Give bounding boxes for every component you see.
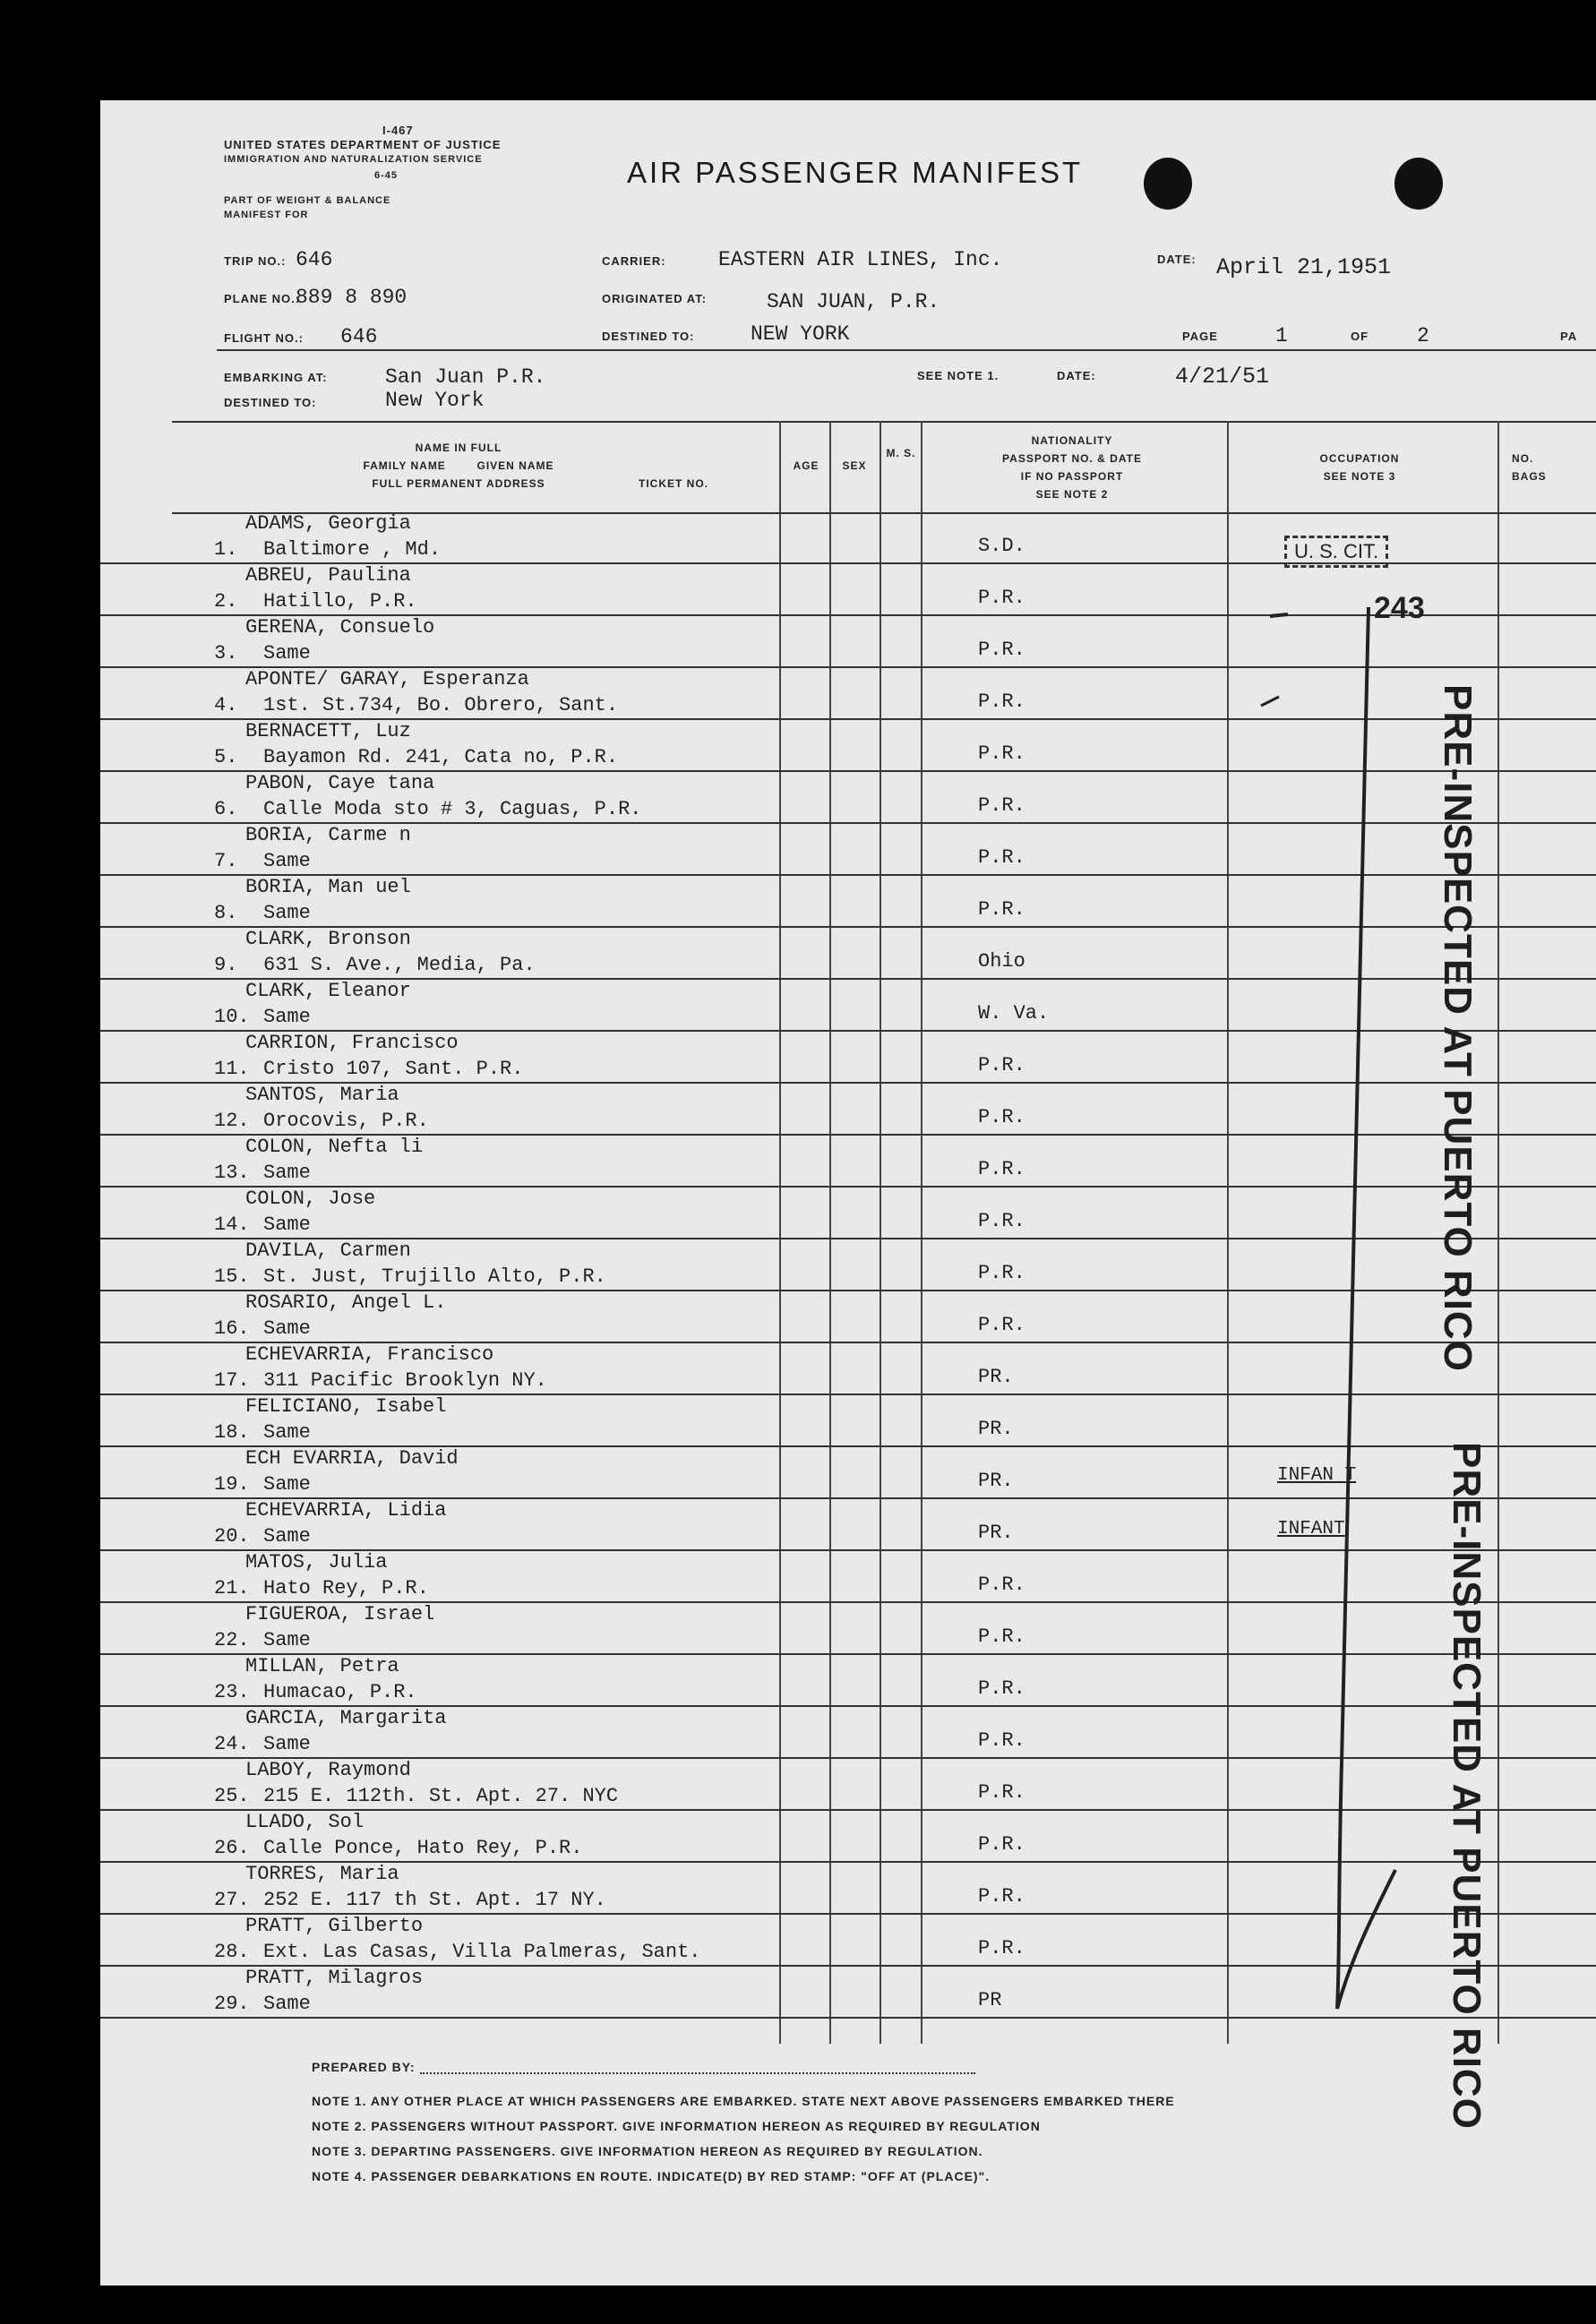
family-name-header: FAMILY NAME (363, 459, 446, 472)
passenger-nationality: PR (978, 1989, 1002, 2011)
passenger-nationality: P.R. (978, 1937, 1025, 1960)
footer-note-2: NOTE 2. PASSENGERS WITHOUT PASSPORT. GIVE INFORMATION HEREON AS REQUIRED BY REGULATION (312, 2119, 1041, 2133)
passenger-number: 25. (214, 1785, 250, 1807)
passenger-number: 8. (214, 902, 238, 924)
passenger-address: Cristo 107, Sant. P.R. (263, 1058, 524, 1080)
passenger-number: 15. (214, 1265, 250, 1288)
passenger-number: 2. (214, 590, 238, 613)
passenger-address: 1st. St.734, Bo. Obrero, Sant. (263, 694, 619, 716)
passenger-nationality: P.R. (978, 690, 1025, 713)
flight-label: FLIGHT NO.: (224, 331, 304, 345)
passenger-nationality: S.D. (978, 535, 1025, 557)
originated-label: ORIGINATED AT: (602, 292, 708, 305)
passenger-number: 24. (214, 1733, 250, 1755)
passenger-number: 29. (214, 1993, 250, 2015)
passenger-nationality: P.R. (978, 587, 1025, 609)
destined-label: DESTINED TO: (602, 330, 695, 343)
embarking-value: San Juan P.R. (385, 365, 546, 389)
of-value: 2 (1417, 324, 1429, 347)
flight-value: 646 (340, 325, 378, 348)
embarking-label: EMBARKING AT: (224, 371, 328, 384)
passenger-nationality: P.R. (978, 1625, 1025, 1648)
passenger-number: 9. (214, 954, 238, 976)
trip-value: 646 (296, 248, 333, 271)
form-date: 6-45 (374, 170, 399, 181)
passenger-address: Same (263, 642, 311, 665)
name-header-line3: FULL PERMANENT ADDRESS (372, 477, 545, 490)
destined-value: NEW YORK (751, 322, 850, 346)
passenger-number: 1. (214, 538, 238, 561)
punch-hole-left (1144, 158, 1192, 210)
passenger-name: BORIA, Carme n (245, 824, 411, 846)
passenger-nationality: P.R. (978, 1781, 1025, 1804)
passenger-name: GERENA, Consuelo (245, 616, 435, 639)
passenger-address: 215 E. 112th. St. Apt. 27. NYC (263, 1785, 619, 1807)
passenger-address: Humacao, P.R. (263, 1681, 417, 1703)
passenger-address: Same (263, 1213, 311, 1236)
passenger-nationality: P.R. (978, 1054, 1025, 1076)
passenger-name: BORIA, Man uel (245, 876, 411, 898)
passenger-name: ECHEVARRIA, Lidia (245, 1499, 447, 1522)
passenger-name: CARRION, Francisco (245, 1032, 459, 1054)
pre-inspected-stamp-2: PRE-INSPECTED AT PUERTO RICO (1445, 1442, 1489, 2130)
passenger-nationality: P.R. (978, 1314, 1025, 1336)
passenger-nationality: P.R. (978, 1262, 1025, 1284)
passenger-number: 4. (214, 694, 238, 716)
passenger-name: CLARK, Eleanor (245, 980, 411, 1002)
plane-label: PLANE NO.: (224, 292, 301, 305)
passenger-nationality: P.R. (978, 846, 1025, 869)
passenger-number: 13. (214, 1162, 250, 1184)
passenger-number: 21. (214, 1577, 250, 1599)
us-citizen-stamp: U. S. CIT. (1284, 536, 1388, 568)
passenger-number: 19. (214, 1473, 250, 1496)
column-header-age: AGE (793, 459, 819, 472)
originated-value: SAN JUAN, P.R. (767, 290, 940, 313)
passenger-number: 12. (214, 1110, 250, 1132)
passenger-name: DAVILA, Carmen (245, 1239, 411, 1262)
passenger-name: PRATT, Gilberto (245, 1915, 424, 1937)
pre-inspected-stamp-1: PRE-INSPECTED AT PUERTO RICO (1436, 684, 1480, 1372)
form-number: I-467 (382, 124, 414, 137)
passenger-name: ADAMS, Georgia (245, 512, 411, 535)
occ-header-line1: OCCUPATION (1319, 452, 1400, 465)
passenger-name: LABOY, Raymond (245, 1759, 411, 1781)
passenger-address: St. Just, Trujillo Alto, P.R. (263, 1265, 606, 1288)
divider (172, 421, 1596, 423)
passenger-number: 10. (214, 1006, 250, 1028)
passenger-nationality: P.R. (978, 1833, 1025, 1856)
passenger-address: 631 S. Ave., Media, Pa. (263, 954, 536, 976)
passenger-address: Orocovis, P.R. (263, 1110, 429, 1132)
passenger-address: Same (263, 1006, 311, 1028)
passenger-name: GARCIA, Margarita (245, 1707, 447, 1729)
embark-date-label: DATE: (1057, 369, 1096, 382)
passenger-nationality: W. Va. (978, 1002, 1050, 1025)
passenger-nationality: P.R. (978, 1729, 1025, 1752)
date-value: April 21,1951 (1216, 254, 1392, 280)
passenger-name: ABREU, Paulina (245, 564, 411, 587)
column-header-bags (1512, 450, 1596, 485)
passenger-name: MILLAN, Petra (245, 1655, 399, 1677)
passenger-nationality: P.R. (978, 1210, 1025, 1232)
passenger-name: COLON, Nefta li (245, 1136, 424, 1158)
passenger-address: 252 E. 117 th St. Apt. 17 NY. (263, 1889, 606, 1911)
nat-header-line1: NATIONALITY (1031, 434, 1113, 447)
passenger-number: 3. (214, 642, 238, 665)
passenger-name: ROSARIO, Angel L. (245, 1291, 447, 1314)
of-label: OF (1351, 330, 1369, 343)
passenger-address: Ext. Las Casas, Villa Palmeras, Sant. (263, 1941, 701, 1963)
footer-note-3: NOTE 3. DEPARTING PASSENGERS. GIVE INFORMATION HEREON AS REQUIRED BY REGULATION. (312, 2144, 983, 2158)
passenger-name: CLARK, Bronson (245, 928, 411, 950)
passenger-nationality: P.R. (978, 1106, 1025, 1128)
footer-note-4: NOTE 4. PASSENGER DEBARKATIONS EN ROUTE. INDICATE(D) BY RED STAMP: "OFF AT (PLACE)". (312, 2169, 991, 2183)
name-header-line1: NAME IN FULL (415, 442, 502, 454)
passenger-address: Same (263, 1317, 311, 1340)
passenger-address: Bayamon Rd. 241, Cata no, P.R. (263, 746, 619, 768)
passenger-number: 14. (214, 1213, 250, 1236)
passenger-address: Hato Rey, P.R. (263, 1577, 429, 1599)
nat-header-line4: SEE NOTE 2 (1035, 488, 1109, 501)
passenger-nationality: P.R. (978, 639, 1025, 661)
passenger-nationality: PR. (978, 1366, 1014, 1388)
passenger-address: Hatillo, P.R. (263, 590, 417, 613)
passenger-number: 28. (214, 1941, 250, 1963)
page-title: AIR PASSENGER MANIFEST (627, 156, 1084, 189)
passenger-number: 20. (214, 1525, 250, 1548)
passenger-address: Same (263, 1993, 311, 2015)
passenger-nationality: P.R. (978, 898, 1025, 921)
passenger-number: 17. (214, 1369, 250, 1392)
embark-destined-label: DESTINED TO: (224, 396, 317, 409)
column-header-sex: SEX (842, 459, 867, 472)
passenger-nationality: PR. (978, 1470, 1014, 1492)
passenger-number: 16. (214, 1317, 250, 1340)
column-header-marital-status: M. S. (886, 447, 916, 459)
passenger-nationality: P.R. (978, 742, 1025, 765)
prepared-by-label: PREPARED BY: (312, 2060, 416, 2074)
passenger-number: 27. (214, 1889, 250, 1911)
passenger-address: Same (263, 1162, 311, 1184)
passenger-address: Calle Moda sto # 3, Caguas, P.R. (263, 798, 642, 820)
passenger-nationality: P.R. (978, 1885, 1025, 1908)
nat-header-line3: IF NO PASSPORT (1020, 470, 1124, 483)
passenger-number: 5. (214, 746, 238, 768)
passenger-nationality: PR. (978, 1522, 1014, 1544)
passenger-number: 7. (214, 850, 238, 872)
passenger-address: Same (263, 1525, 311, 1548)
page-value: 1 (1275, 324, 1288, 347)
column-header-name (279, 439, 638, 493)
name-header-line2 (279, 457, 638, 475)
passenger-name: COLON, Jose (245, 1188, 376, 1210)
embark-date-value: 4/21/51 (1175, 364, 1270, 390)
embark-destined-value: New York (385, 389, 485, 412)
passenger-nationality: P.R. (978, 1677, 1025, 1700)
passenger-number: 6. (214, 798, 238, 820)
weight-balance-line-1: PART OF WEIGHT & BALANCE (224, 195, 391, 206)
given-name-header: GIVEN NAME (476, 459, 554, 472)
passenger-number: 26. (214, 1837, 250, 1859)
passenger-address: Same (263, 850, 311, 872)
agency-line-2: IMMIGRATION AND NATURALIZATION SERVICE (224, 154, 483, 165)
agency-line-1: UNITED STATES DEPARTMENT OF JUSTICE (224, 138, 502, 151)
passenger-address: Calle Ponce, Hato Rey, P.R. (263, 1837, 583, 1859)
trip-label: TRIP NO.: (224, 254, 287, 268)
page-label: PAGE (1182, 330, 1218, 343)
passenger-nationality: Ohio (978, 950, 1025, 973)
passenger-address: Same (263, 902, 311, 924)
carrier-label: CARRIER: (602, 254, 666, 268)
passenger-name: LLADO, Sol (245, 1811, 365, 1833)
column-header-ticket: TICKET NO. (639, 477, 708, 490)
passenger-number: 11. (214, 1058, 250, 1080)
passenger-address: Same (263, 1473, 311, 1496)
weight-balance-line-2: MANIFEST FOR (224, 210, 309, 220)
carrier-value: EASTERN AIR LINES, Inc. (718, 248, 1003, 271)
passenger-name: APONTE/ GARAY, Esperanza (245, 668, 529, 690)
column-header-occupation (1243, 450, 1476, 485)
passenger-name: BERNACETT, Luz (245, 720, 411, 742)
passenger-name: ECHEVARRIA, Francisco (245, 1343, 494, 1366)
passenger-name: TORRES, Maria (245, 1863, 399, 1885)
passenger-name: SANTOS, Maria (245, 1084, 399, 1106)
bags-header-line1: NO. (1512, 452, 1534, 465)
passenger-name: PABON, Caye tana (245, 772, 435, 794)
see-note-label: SEE NOTE 1. (917, 369, 1000, 382)
handwritten-check-line (1252, 598, 1431, 2121)
bags-header-line2: BAGS (1512, 470, 1547, 483)
plane-value: 889 8 890 (296, 286, 408, 309)
prepared-by-line (420, 2072, 975, 2074)
prepared-by (312, 2060, 975, 2074)
passenger-address: Same (263, 1629, 311, 1651)
passenger-nationality: P.R. (978, 1158, 1025, 1180)
passenger-name: PRATT, Milagros (245, 1967, 424, 1989)
punch-hole-right (1394, 158, 1443, 210)
manifest-sheet (100, 100, 1596, 2285)
passenger-name: ECH EVARRIA, David (245, 1447, 459, 1470)
passenger-address: Same (263, 1733, 311, 1755)
passenger-name: FIGUEROA, Israel (245, 1603, 435, 1625)
passenger-address: Same (263, 1421, 311, 1444)
passenger-address: 311 Pacific Brooklyn NY. (263, 1369, 547, 1392)
occupation-infant-1: INFAN T (1277, 1465, 1357, 1486)
passenger-number: 18. (214, 1421, 250, 1444)
passenger-nationality: P.R. (978, 794, 1025, 817)
passenger-number: 22. (214, 1629, 250, 1651)
passenger-nationality: PR. (978, 1418, 1014, 1440)
column-header-nationality (924, 432, 1220, 503)
passenger-name: MATOS, Julia (245, 1551, 388, 1574)
nat-header-line2: PASSPORT NO. & DATE (1002, 452, 1142, 465)
occupation-infant-2: INFANT (1277, 1519, 1345, 1539)
passenger-number: 23. (214, 1681, 250, 1703)
date-label: DATE: (1157, 253, 1197, 266)
passenger-nationality: P.R. (978, 1574, 1025, 1596)
footer-note-1: NOTE 1. ANY OTHER PLACE AT WHICH PASSENGERS ARE EMBARKED. STATE NEXT ABOVE PASSENGERS EMBARKED THERE (312, 2094, 1175, 2108)
occ-header-line2: SEE NOTE 3 (1323, 470, 1396, 483)
divider (217, 349, 1596, 351)
passenger-name: FELICIANO, Isabel (245, 1395, 447, 1418)
passenger-address: Baltimore , Md. (263, 538, 442, 561)
pa-label: PA (1560, 330, 1578, 343)
handwritten-number: 243 (1374, 591, 1425, 625)
